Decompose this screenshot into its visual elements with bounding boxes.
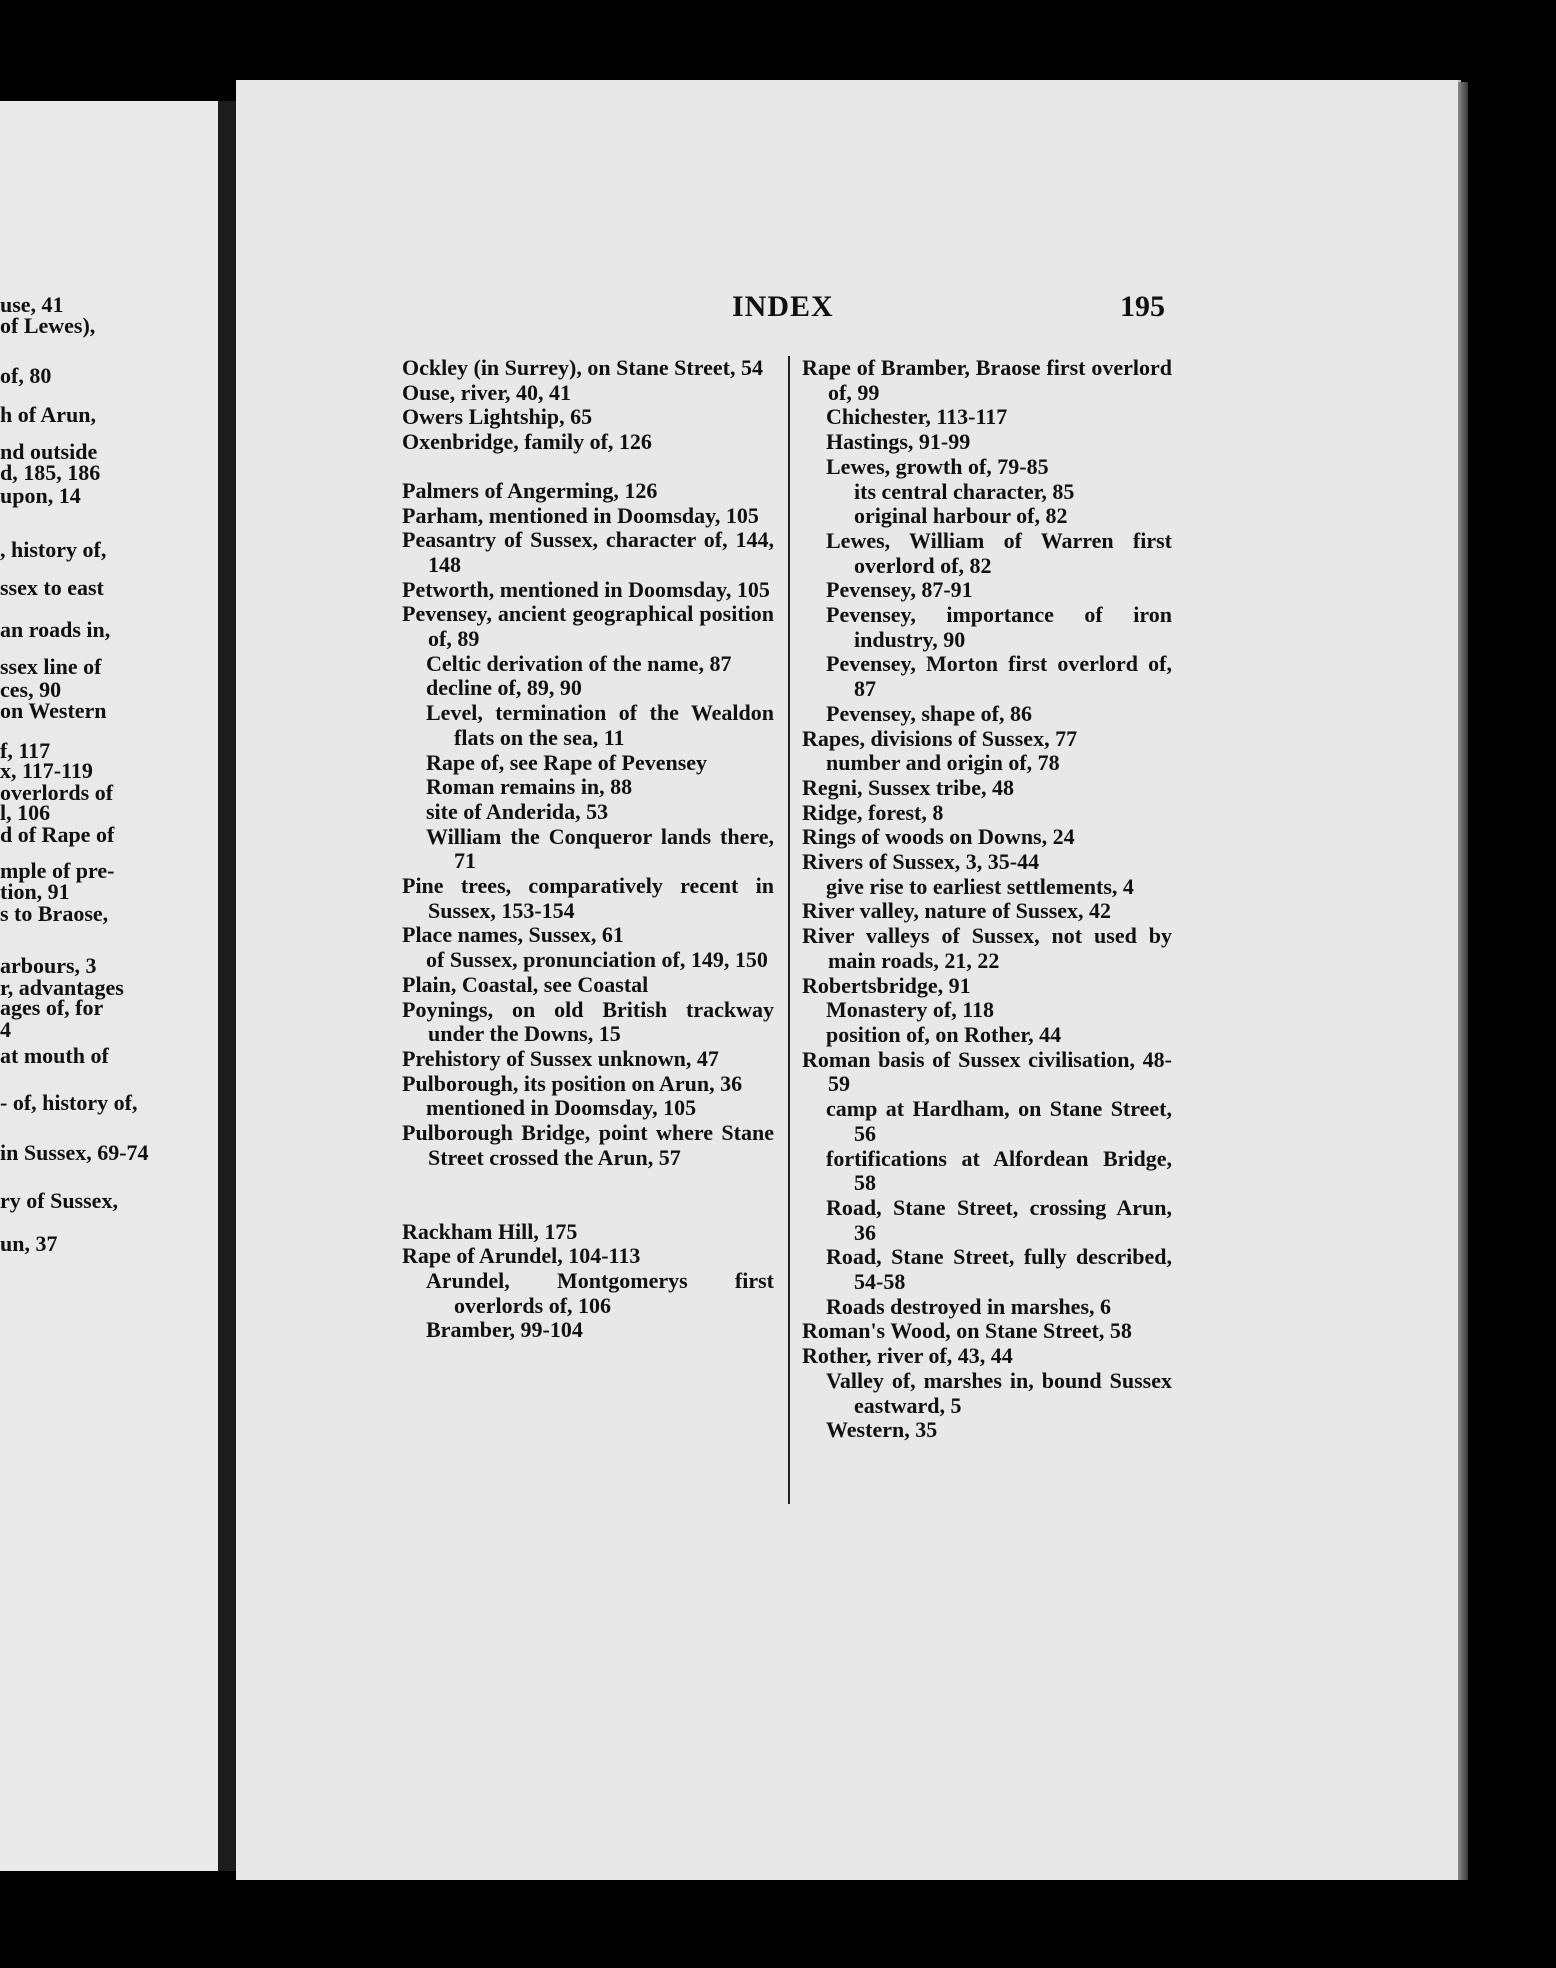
index-entry: Prehistory of Sussex unknown, 47 [402,1045,719,1071]
previous-page-fragment [0,101,218,1871]
previous-page-text-fragment: r, advantages [0,975,124,1000]
previous-page-text-fragment: ry of Sussex, [0,1188,118,1213]
index-entry: River valleys of Sussex, not used by main roads, 21, 22 [802,923,1172,973]
previous-page-text-fragment: ces, 90 [0,677,62,702]
index-entry: Rape of Bramber, Braose first overlord of, 99 [802,355,1172,405]
section-gap [402,1171,774,1220]
index-entry: Rivers of Sussex, 3, 35-44 [802,849,1040,875]
page-number: 195 [1120,290,1165,323]
index-subentry: site of Anderida, 53 [426,798,609,824]
index-entry: Rother, river of, 43, 44 [802,1343,1013,1369]
previous-page-text-fragment: mple of pre- [0,858,115,883]
index-entry: Palmers of Angerming, 126 [402,477,658,503]
index-subentry: Pevensey, shape of, 86 [826,700,1032,726]
book-gutter [218,101,236,1871]
index-entry: Owers Lightship, 65 [402,404,593,430]
index-column-left [402,356,774,1343]
previous-page-text-fragment: of, 80 [0,363,52,388]
index-subentry: William the Conqueror lands there, 71 [426,823,774,874]
index-entry: River valley, nature of Sussex, 42 [802,898,1112,924]
index-subentry: Valley of, marshes in, bound Sussex eastward, 5 [826,1367,1172,1418]
index-entry: Poynings, on old British trackway under the Downs, 15 [402,996,774,1047]
index-entry: Regni, Sussex tribe, 48 [802,774,1015,800]
index-entry: Pevensey, ancient geographical position of, 89 [402,601,774,652]
previous-page-text-fragment: h of Arun, [0,402,96,427]
index-subentry: original harbour of, 82 [854,503,1068,529]
previous-page-text-fragment: arbours, 3 [0,953,97,978]
index-subentry: Pevensey, Morton first overlord of, 87 [826,651,1172,702]
index-entry: Roman's Wood, on Stane Street, 58 [802,1318,1132,1344]
index-entry: Ockley (in Surrey), on Stane Street, 54 [402,355,763,380]
previous-page-text-fragment: on Western [0,698,107,723]
index-entry: Rapes, divisions of Sussex, 77 [802,725,1078,751]
index-entry: Ridge, forest, 8 [802,799,944,825]
index-entry: Petworth, mentioned in Doomsday, 105 [402,576,770,602]
previous-page-text-fragment: ssex line of [0,654,102,679]
index-entry: Robertsbridge, 91 [802,972,971,998]
previous-page-text-fragment: nd outside [0,439,98,464]
previous-page-text-fragment: use, 41 [0,292,64,317]
index-entry: Pulborough Bridge, point where Stane Street crossed the Arun, 57 [402,1120,774,1170]
previous-page-text-fragment: 4 [0,1017,11,1042]
previous-page-text-fragment: of Lewes), [0,313,96,338]
previous-page-text-fragment: in Sussex, 69-74 [0,1140,149,1165]
page-heading: INDEX [732,290,834,323]
previous-page-text-fragment: tion, 91 [0,879,70,904]
index-subentry: Hastings, 91-99 [826,429,971,455]
index-entry: Pine trees, comparatively recent in Sussex, 153-154 [402,873,774,923]
index-column-right [802,356,1172,1443]
previous-page-text-fragment: an roads in, [0,617,111,642]
index-subentry: Lewes, growth of, 79-85 [826,453,1049,479]
previous-page-text-fragment: at mouth of [0,1043,109,1068]
previous-page-text-fragment: ssex to east [0,575,104,600]
index-entry: Rackham Hill, 175 [402,1218,578,1244]
index-subentry: of Sussex, pronunciation of, 149, 150 [426,947,768,973]
section-gap [402,455,774,479]
index-subentry: Pevensey, 87-91 [826,577,973,603]
index-subentry: fortifications at Alfordean Bridge, 58 [826,1145,1172,1196]
index-entry: Rape of Arundel, 104-113 [402,1243,641,1269]
previous-page-text-fragment: s to Braose, [0,901,109,926]
index-subentry: Roman remains in, 88 [426,774,633,800]
index-entry: Ouse, river, 40, 41 [402,379,572,405]
index-subentry: camp at Hardham, on Stane Street, 56 [826,1096,1172,1146]
index-entry: Oxenbridge, family of, 126 [402,429,652,455]
index-subentry: Celtic derivation of the name, 87 [426,650,732,676]
index-subentry: decline of, 89, 90 [426,675,582,701]
previous-page-text-fragment: l, 106 [0,800,51,825]
index-entry: Place names, Sussex, 61 [402,922,624,948]
index-subentry: Chichester, 113-117 [826,404,1008,430]
previous-page-text-fragment: upon, 14 [0,483,81,508]
index-subentry: position of, on Rother, 44 [826,1021,1062,1047]
index-subentry: Lewes, William of Warren first overlord of, 82 [826,527,1172,578]
index-subentry: Arundel, Montgomerys first overlords of, 106 [426,1267,774,1318]
index-subentry: Level, termination of the Wealdon flats on the sea, 11 [426,700,774,750]
index-subentry: give rise to earliest settlements, 4 [826,873,1134,899]
index-subentry: number and origin of, 78 [826,750,1060,776]
previous-page-text-fragment: ages of, for [0,995,104,1020]
column-divider [788,356,790,1504]
page-edge [1458,82,1468,1880]
index-subentry: Bramber, 99-104 [426,1317,583,1343]
previous-page-text-fragment: , history of, [0,537,107,562]
index-entry: Rings of woods on Downs, 24 [802,824,1075,850]
index-entry: Peasantry of Sussex, character of, 144, 148 [402,527,774,577]
index-subentry: Pevensey, importance of iron industry, 90 [826,602,1172,652]
previous-page-text-fragment: d of Rape of [0,822,115,847]
previous-page-text-fragment: un, 37 [0,1231,58,1256]
index-subentry: Western, 35 [826,1417,938,1443]
index-subentry: its central character, 85 [854,478,1075,504]
index-subentry: Road, Stane Street, crossing Arun, 36 [826,1194,1172,1245]
previous-page-text-fragment: f, 117 [0,738,51,763]
index-entry: Parham, mentioned in Doomsday, 105 [402,502,759,528]
index-subentry: mentioned in Doomsday, 105 [426,1095,697,1121]
index-subentry: Roads destroyed in marshes, 6 [826,1293,1112,1319]
index-subentry: Road, Stane Street, fully described, 54-58 [826,1244,1172,1295]
previous-page-text-fragment: d, 185, 186 [0,460,101,485]
previous-page-text-fragment: overlords of [0,780,114,805]
index-entry: Pulborough, its position on Arun, 36 [402,1070,743,1096]
index-entry: Plain, Coastal, see Coastal [402,971,649,997]
index-subentry: Rape of, see Rape of Pevensey [426,749,708,775]
index-subentry: Monastery of, 118 [826,997,995,1023]
previous-page-text-fragment: x, 117-119 [0,758,93,783]
index-entry: Roman basis of Sussex civilisation, 48-59 [802,1046,1172,1097]
previous-page-text-fragment: - of, history of, [0,1090,138,1115]
